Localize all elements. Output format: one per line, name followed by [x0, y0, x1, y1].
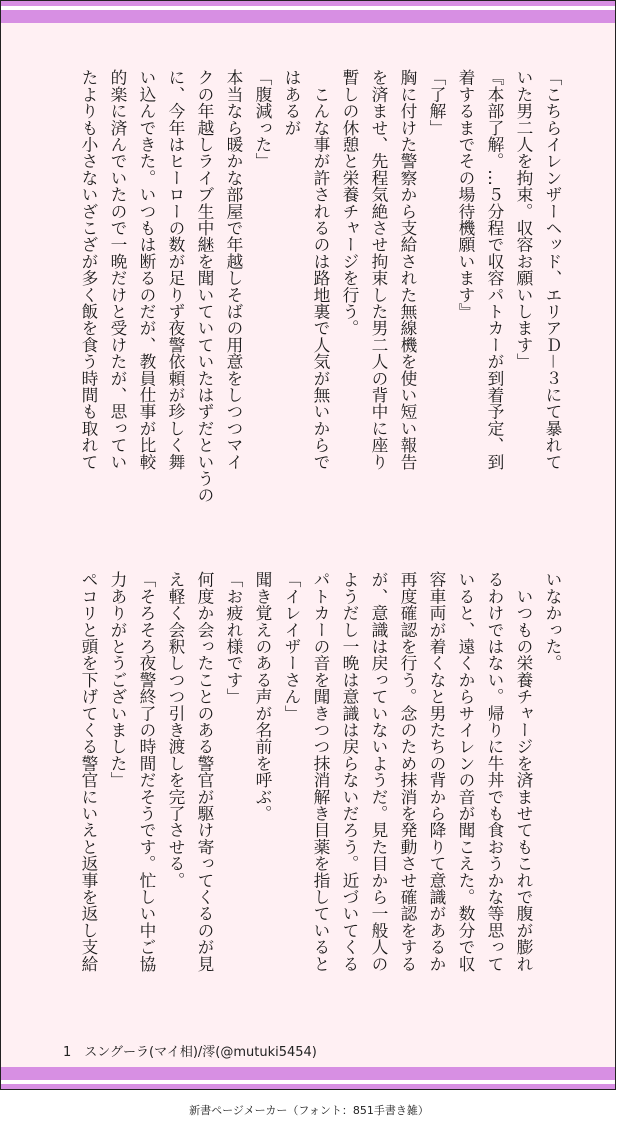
- bottom-text-column: パトカーの音を聞きつつ抹消解き目薬を指していると: [311, 571, 331, 972]
- bottom-text-column: が、意識は戻っていないようだ。見た目から一般人の: [369, 571, 389, 972]
- page-caption: 新書ページメーカー（フォント：851手書き雑）: [189, 1104, 429, 1117]
- top-text-column: 本当なら暖かな部屋で年越しそばの用意をしつつマイ: [224, 69, 244, 470]
- top-text-column: たよりも小さないざこざが多く飯を食う時間も取れて: [79, 69, 99, 470]
- bottom-text-column: 力ありがとうございました」: [108, 571, 128, 789]
- top-text-column: 『本部了解。…５分程で収容パトカーが到着予定、到: [485, 69, 505, 470]
- bottom-text-column: 容車両が着くなと男たちの背から降りて意識があるか: [427, 571, 447, 972]
- bottom-text-column: 再度確認を行う。念のため抹消を発動させ確認をする: [398, 571, 418, 972]
- bottom-text-column: るわけではない。帰りに牛丼でも食おうかな等思って: [485, 571, 505, 972]
- top-text-column: を済ませ、先程気絶させ拘束した男二人の背中に座り: [369, 69, 389, 470]
- top-text-column: 胸に付けた警察から支給された無線機を使い短い報告: [398, 69, 418, 470]
- bottom-text-column: え軽く会釈しつつ引き渡しを完了させる。: [166, 571, 186, 889]
- top-text-column: はあるが: [282, 69, 302, 136]
- bottom-text-block: [74, 571, 567, 1031]
- top-text-column: い込んできた。いつもは断るのだが、教員仕事が比較: [137, 69, 157, 470]
- bottom-text-column: いると、遠くからサイレンの音が聞こえた。数分で収: [456, 571, 476, 972]
- bottom-text-column: いなかった。: [543, 571, 563, 672]
- bottom-text-column: 「そろそろ夜警終了の時間だそうです。忙しい中ご協: [137, 571, 157, 972]
- bottom-text-column: ペコリと頭を下げてくる警官にいえと返事を返し支給: [79, 571, 99, 972]
- bottom-text-column: 「イレイザーさん」: [282, 571, 302, 722]
- top-text-column: 的楽に済んでいたので一晩だけと受けたが、思ってい: [108, 69, 128, 470]
- page-footer: 1 スングーラ(マイ相)/澪(@mutuki5454): [63, 1045, 317, 1060]
- bottom-text-column: いつもの栄養チャージを済ませてもこれで腹が膨れ: [514, 571, 534, 972]
- top-text-block: [74, 69, 567, 529]
- top-text-column: 「了解」: [427, 69, 447, 136]
- bottom-text-column: 「お疲れ様です」: [224, 571, 244, 705]
- top-text-column: 暫しの休憩と栄養チャージを行う。: [340, 69, 360, 337]
- top-text-column: 「腹減った」: [253, 69, 273, 170]
- bottom-text-column: 何度か会ったことのある警官が駆け寄ってくるのが見: [195, 571, 215, 972]
- bottom-text-column: ようだし一晩は意識は戻らないだろう。近づいてくる: [340, 571, 360, 972]
- top-decorative-band: [1, 1, 615, 23]
- top-text-column: いた男二人を拘束。収容お願いします」: [514, 69, 534, 370]
- top-text-column: 着するまでその場待機願います』: [456, 69, 476, 320]
- top-text-column: クの年越しライブ生中継を聞いていていたはずだというの: [195, 69, 215, 504]
- top-text-column: 「こちらイレンザーヘッド、エリアＤ－３にて暴れて: [543, 69, 563, 470]
- top-text-column: に、今年はヒーローの数が足りず夜警依頼が珍しく舞: [166, 69, 186, 470]
- bottom-text-column: 聞き覚えのある声が名前を呼ぶ。: [253, 571, 273, 822]
- bottom-decorative-band: [1, 1067, 615, 1089]
- top-text-column: こんな事が許されるのは路地裏で人気が無いからで: [311, 69, 331, 470]
